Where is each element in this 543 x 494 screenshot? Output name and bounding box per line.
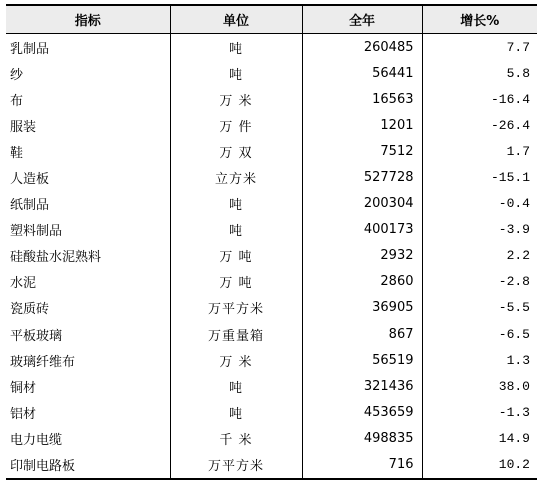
annual-value-cell: 56441 bbox=[302, 60, 422, 86]
unit-cell: 千 米 bbox=[170, 425, 302, 451]
unit-cell: 万重量箱 bbox=[170, 321, 302, 347]
annual-value-cell: 527728 bbox=[302, 164, 422, 190]
table-row bbox=[6, 373, 537, 399]
industrial-output-table bbox=[6, 4, 537, 480]
table-row bbox=[6, 452, 537, 479]
header-indicator: 指标 bbox=[6, 5, 170, 34]
annual-value-cell: 2860 bbox=[302, 269, 422, 295]
annual-value-cell: 2932 bbox=[302, 243, 422, 269]
unit-cell: 立方米 bbox=[170, 164, 302, 190]
annual-value-cell: 200304 bbox=[302, 191, 422, 217]
header-row bbox=[6, 5, 537, 34]
unit-cell: 万 米 bbox=[170, 86, 302, 112]
indicator-cell: 电力电缆 bbox=[6, 425, 170, 451]
indicator-cell: 乳制品 bbox=[6, 34, 170, 61]
unit-cell: 万 件 bbox=[170, 112, 302, 138]
header-annual: 全年 bbox=[302, 5, 422, 34]
indicator-cell: 塑料制品 bbox=[6, 217, 170, 243]
table-header bbox=[6, 5, 537, 34]
table-row bbox=[6, 138, 537, 164]
indicator-cell: 瓷质砖 bbox=[6, 295, 170, 321]
indicator-cell: 服装 bbox=[6, 112, 170, 138]
unit-cell: 吨 bbox=[170, 191, 302, 217]
table-row bbox=[6, 217, 537, 243]
table-row bbox=[6, 60, 537, 86]
growth-cell: 5.8 bbox=[506, 65, 530, 81]
growth-cell: -3.9 bbox=[498, 222, 530, 238]
annual-value-cell: 498835 bbox=[302, 425, 422, 451]
growth-cell: 1.3 bbox=[506, 352, 530, 368]
table-row bbox=[6, 164, 537, 190]
growth-cell: -0.4 bbox=[498, 196, 530, 212]
table-row bbox=[6, 321, 537, 347]
header-growth: 增长% bbox=[422, 5, 537, 34]
growth-cell: 2.2 bbox=[506, 248, 530, 264]
growth-cell: -2.8 bbox=[498, 274, 530, 290]
annual-value-cell: 56519 bbox=[302, 347, 422, 373]
unit-cell: 吨 bbox=[170, 399, 302, 425]
table-row bbox=[6, 191, 537, 217]
indicator-cell: 纱 bbox=[6, 60, 170, 86]
annual-value-cell: 1201 bbox=[302, 112, 422, 138]
indicator-cell: 纸制品 bbox=[6, 191, 170, 217]
table-row bbox=[6, 269, 537, 295]
table-row bbox=[6, 86, 537, 112]
growth-cell: 1.7 bbox=[506, 143, 530, 159]
table-row bbox=[6, 425, 537, 451]
indicator-cell: 硅酸盐水泥熟料 bbox=[6, 243, 170, 269]
growth-cell: 10.2 bbox=[422, 452, 537, 479]
unit-cell: 万 吨 bbox=[170, 269, 302, 295]
unit-cell: 吨 bbox=[170, 373, 302, 399]
indicator-cell: 布 bbox=[6, 86, 170, 112]
growth-cell: 38.0 bbox=[498, 378, 530, 394]
indicator-cell: 水泥 bbox=[6, 269, 170, 295]
growth-cell: 14.9 bbox=[498, 430, 530, 446]
unit-cell: 万平方米 bbox=[170, 452, 302, 479]
unit-cell: 吨 bbox=[170, 217, 302, 243]
unit-cell: 吨 bbox=[170, 60, 302, 86]
indicator-cell: 玻璃纤维布 bbox=[6, 347, 170, 373]
indicator-cell: 印制电路板 bbox=[6, 452, 170, 479]
unit-cell: 万 双 bbox=[170, 138, 302, 164]
annual-value-cell: 453659 bbox=[302, 399, 422, 425]
annual-value-cell: 36905 bbox=[302, 295, 422, 321]
table-row bbox=[6, 295, 537, 321]
table-body bbox=[6, 34, 537, 479]
indicator-cell: 铝材 bbox=[6, 399, 170, 425]
annual-value-cell: 260485 bbox=[302, 34, 422, 61]
table-row bbox=[6, 347, 537, 373]
table-row bbox=[6, 243, 537, 269]
header-unit: 单位 bbox=[170, 5, 302, 34]
table-row bbox=[6, 399, 537, 425]
annual-value-cell: 16563 bbox=[302, 86, 422, 112]
growth-cell: -26.4 bbox=[490, 117, 530, 133]
indicator-cell: 鞋 bbox=[6, 138, 170, 164]
annual-value-cell: 400173 bbox=[302, 217, 422, 243]
growth-cell: -5.5 bbox=[498, 300, 530, 316]
growth-cell: -1.3 bbox=[498, 404, 530, 420]
table-row bbox=[6, 112, 537, 138]
annual-value-cell: 716 bbox=[302, 452, 422, 479]
growth-cell: -15.1 bbox=[490, 170, 530, 186]
growth-cell: -16.4 bbox=[490, 91, 530, 107]
unit-cell: 万 米 bbox=[170, 347, 302, 373]
indicator-cell: 平板玻璃 bbox=[6, 321, 170, 347]
annual-value-cell: 867 bbox=[302, 321, 422, 347]
unit-cell: 万平方米 bbox=[170, 295, 302, 321]
growth-cell: -6.5 bbox=[498, 326, 530, 342]
indicator-cell: 铜材 bbox=[6, 373, 170, 399]
unit-cell: 吨 bbox=[170, 34, 302, 61]
annual-value-cell: 321436 bbox=[302, 373, 422, 399]
indicator-cell: 人造板 bbox=[6, 164, 170, 190]
table-row bbox=[6, 34, 537, 61]
growth-cell: 7.7 bbox=[506, 39, 530, 55]
annual-value-cell: 7512 bbox=[302, 138, 422, 164]
unit-cell: 万 吨 bbox=[170, 243, 302, 269]
